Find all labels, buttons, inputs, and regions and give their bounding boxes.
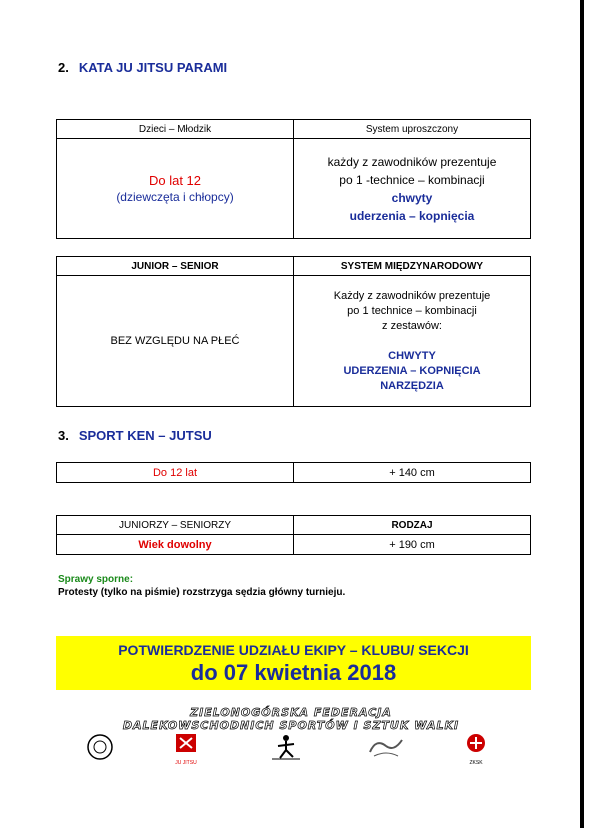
logo-strip — [56, 732, 526, 766]
age-cell — [57, 139, 294, 239]
ken-jutsu-senior-table — [56, 515, 531, 555]
dragon-logo-icon — [366, 732, 406, 764]
section-number: 3. — [58, 428, 69, 443]
page-edge — [580, 0, 584, 828]
desc-line: z zestawów: — [382, 319, 442, 332]
federation-name-line-1: ZIELONOGÓRSKA FEDERACJA — [190, 706, 392, 719]
system-cell — [294, 139, 531, 239]
system-cell — [294, 276, 531, 407]
confirmation-banner — [56, 636, 531, 690]
table-header: RODZAJ — [294, 516, 531, 535]
category-label: BEZ WZGLĘDU NA PŁEĆ — [110, 335, 240, 347]
federation-emblem-icon — [80, 732, 120, 764]
technique-line: uderzenia – kopnięcia — [349, 208, 475, 223]
federation-name-line-2: DALEKOWSCHODNICH SPORTÓW I SZTUK WALKI — [122, 719, 460, 732]
age-cell: Do 12 lat — [57, 463, 294, 483]
desc-line: każdy z zawodników prezentuje — [327, 154, 497, 169]
banner-line-1: POTWIERDZENIE UDZIAŁU EKIPY – KLUBU/ SEKCJI — [118, 642, 469, 658]
desc-line: Każdy z zawodników prezentuje — [333, 289, 491, 302]
desc-line: po 1 -technice – kombinacji — [339, 172, 485, 187]
fighter-logo-icon — [266, 732, 306, 764]
section-3-heading — [58, 428, 212, 443]
ju-jitsu-logo-icon — [166, 732, 206, 764]
category-cell — [57, 276, 294, 407]
notes — [58, 574, 345, 598]
length-cell: + 190 cm — [294, 535, 531, 555]
logo-caption: ZKSK — [469, 760, 483, 766]
table-header: JUNIORZY – SENIORZY — [57, 516, 294, 535]
zksk-logo-icon — [456, 732, 496, 764]
table-header: SYSTEM MIĘDZYNARODOWY — [294, 257, 531, 276]
section-title: KATA JU JITSU PARAMI — [78, 60, 228, 75]
logo-caption: JU JITSU — [175, 760, 197, 766]
ken-jutsu-children-table — [56, 462, 531, 483]
notes-text: Protesty (tylko na piśmie) rozstrzyga sędzia główny turnieju. — [58, 587, 346, 598]
table-header: Dzieci – Młodzik — [57, 120, 294, 139]
age-label: Do lat 12 — [148, 173, 202, 188]
section-2-heading — [58, 60, 227, 75]
technique-line: NARZĘDZIA — [380, 379, 444, 392]
federation-footer — [56, 704, 526, 764]
desc-line: po 1 technice – kombinacji — [347, 304, 477, 317]
group-label: (dziewczęta i chłopcy) — [116, 190, 234, 204]
kata-children-table — [56, 119, 531, 239]
table-header: System uproszczony — [294, 120, 531, 139]
banner-deadline: do 07 kwietnia 2018 — [190, 660, 397, 685]
technique-line: UDERZENIA – KOPNIĘCIA — [343, 364, 481, 377]
technique-line: chwyty — [391, 190, 433, 205]
age-cell: Wiek dowolny — [57, 535, 294, 555]
section-title: SPORT KEN – JUTSU — [78, 428, 212, 443]
length-cell: + 140 cm — [294, 463, 531, 483]
table-header: JUNIOR – SENIOR — [57, 257, 294, 276]
section-number: 2. — [58, 60, 69, 75]
notes-label: Sprawy sporne: — [58, 574, 134, 585]
kata-senior-table — [56, 256, 531, 407]
technique-line: CHWYTY — [388, 349, 436, 362]
